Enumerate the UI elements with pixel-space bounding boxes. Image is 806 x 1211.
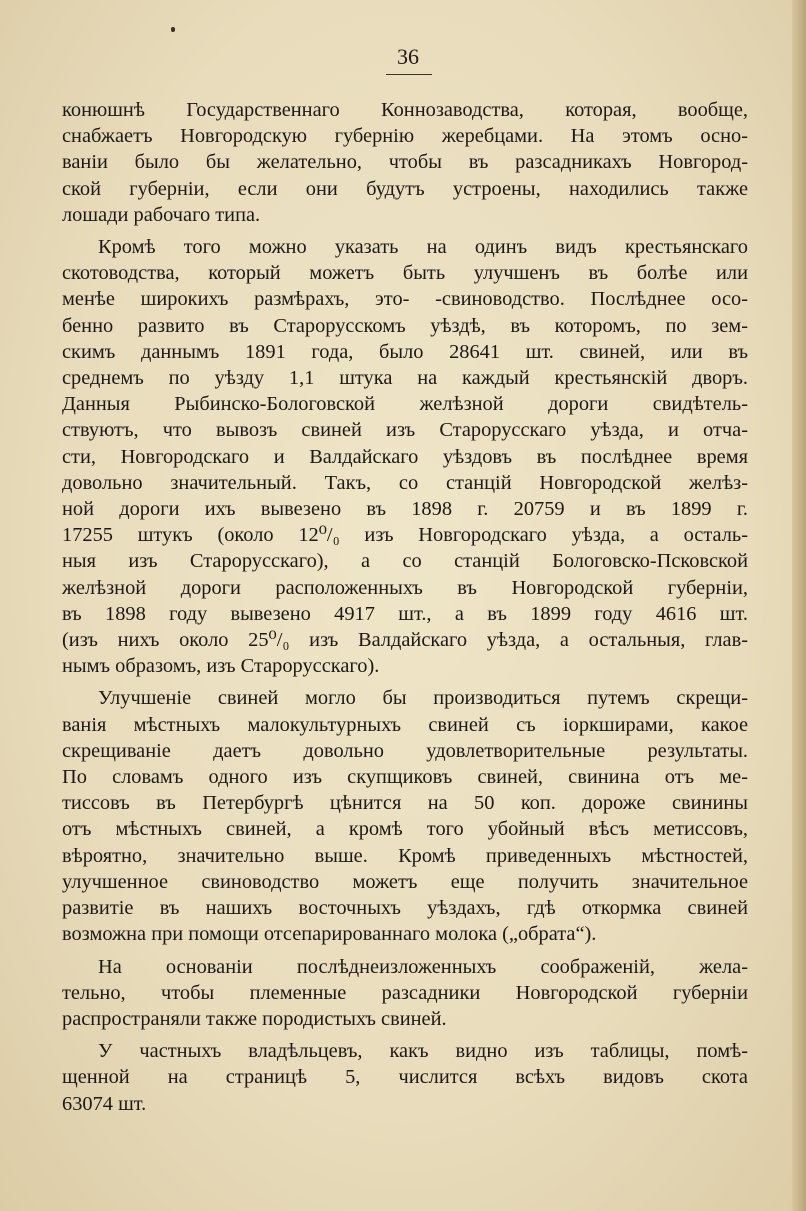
text-line: тиссовъ въ Петербургѣ цѣнится на 50 коп. дороже свинины — [62, 792, 748, 815]
text-line: Улучшеніе свиней могло бы производиться путемъ скрещи- — [98, 687, 748, 710]
text-line: щенной на страницѣ 5, числится всѣхъ видовъ скота — [62, 1066, 748, 1089]
page-binding-edge — [792, 0, 806, 1211]
text-line: скимъ даннымъ 1891 года, было 28641 шт. свиней, или въ — [62, 340, 748, 363]
text-line: 17255 штукъ (около 12⁰/₀ изъ Новгородскаго уѣзда, а осталь- — [62, 524, 748, 547]
text-line: въ 1898 году вывезено 4917 шт., а въ 1899 году 4616 шт. — [62, 602, 748, 625]
text-line: отъ мѣстныхъ свиней, а кромѣ того убойный вѣсъ метиссовъ, — [62, 818, 748, 841]
text-line: тельно, чтобы племенные разсадники Новгородской губерніи — [62, 981, 748, 1004]
text-line: Кромѣ того можно указать на одинъ видъ крестьянскаго — [98, 236, 748, 259]
paragraph — [62, 1038, 748, 1117]
text-line: У частныхъ владѣльцевъ, какъ видно изъ таблицы, помѣ- — [98, 1040, 748, 1063]
text-line: скотоводства, который можетъ быть улучшенъ въ болѣе или — [62, 262, 748, 285]
paragraph — [62, 685, 748, 947]
text-line: желѣзной дороги расположенныхъ въ Новгородской губерніи, — [62, 576, 748, 599]
text-line: бенно развито въ Старорусскомъ уѣздѣ, въ которомъ, по зем- — [62, 314, 748, 337]
text-line: снабжаетъ Новгородскую губернію жеребцами. На этомъ осно- — [62, 125, 748, 148]
text-line: ваніи было бы желательно, чтобы въ разсадникахъ Новгород- — [62, 151, 748, 174]
text-line: 63074 шт. — [62, 1092, 147, 1115]
text-line: менѣе широкихъ размѣрахъ, это- -свиноводство. Послѣднее осо- — [62, 288, 748, 311]
text-line: конюшнѣ Государственнаго Коннозаводства, которая, вообще, — [62, 99, 748, 121]
paragraph — [62, 97, 748, 228]
text-line: среднемъ по уѣзду 1,1 штука на каждый крестьянскій дворъ. — [62, 367, 748, 390]
text-line: сти, Новгородскаго и Валдайскаго уѣздовъ въ послѣднее время — [62, 445, 748, 468]
text-line: довольно значительный. Такъ, со станцій Новгородской желѣз- — [62, 471, 748, 494]
text-line: ныя изъ Старорусскаго), а со станцій Бологовско-Псковской — [62, 550, 748, 573]
text-line: ствуютъ, что вывозъ свиней изъ Старорусскаго уѣзда, и отча- — [62, 419, 748, 442]
ink-speck — [171, 27, 175, 32]
text-line: вѣроятно, значительно выше. Кромѣ приведенныхъ мѣстностей, — [62, 844, 748, 867]
text-line: распространяли также породистыхъ свиней. — [62, 1007, 447, 1030]
body-text — [62, 97, 748, 1117]
text-line: скрещиваніе даетъ довольно удовлетворительные результаты. — [62, 739, 748, 762]
text-line: лошади рабочаго типа. — [62, 203, 261, 226]
paragraph — [62, 234, 748, 679]
text-line: Данныя Рыбинско-Бологовской желѣзной дороги свидѣтель- — [62, 393, 748, 416]
text-line: На основаніи послѣднеизложенныхъ соображеній, жела- — [98, 955, 748, 978]
text-line: развитіе въ нашихъ восточныхъ уѣздахъ, гдѣ откормка свиней — [62, 897, 748, 920]
text-line: нымъ образомъ, изъ Старорусскаго). — [62, 655, 380, 678]
text-line: (изъ нихъ около 25⁰/₀ изъ Валдайскаго уѣзда, а остальныя, глав- — [62, 629, 748, 652]
text-line: ной дороги ихъ вывезено въ 1898 г. 20759 и въ 1899 г. — [62, 498, 748, 521]
page-number: 36 — [397, 44, 419, 69]
text-line: ванія мѣстныхъ малокультурныхъ свиней съ іоркширами, какое — [62, 713, 748, 736]
text-line: ской губерніи, если они будутъ устроены, находились также — [62, 177, 748, 200]
text-line: По словамъ одного изъ скупщиковъ свиней, свинина отъ ме- — [62, 766, 748, 789]
paragraph — [62, 954, 748, 1033]
text-line: улучшенное свиноводство можетъ еще получить значительное — [62, 870, 748, 893]
page-number-rule — [386, 74, 432, 75]
text-line: возможна при помощи отсепарированнаго молока („обрата“). — [62, 923, 597, 946]
